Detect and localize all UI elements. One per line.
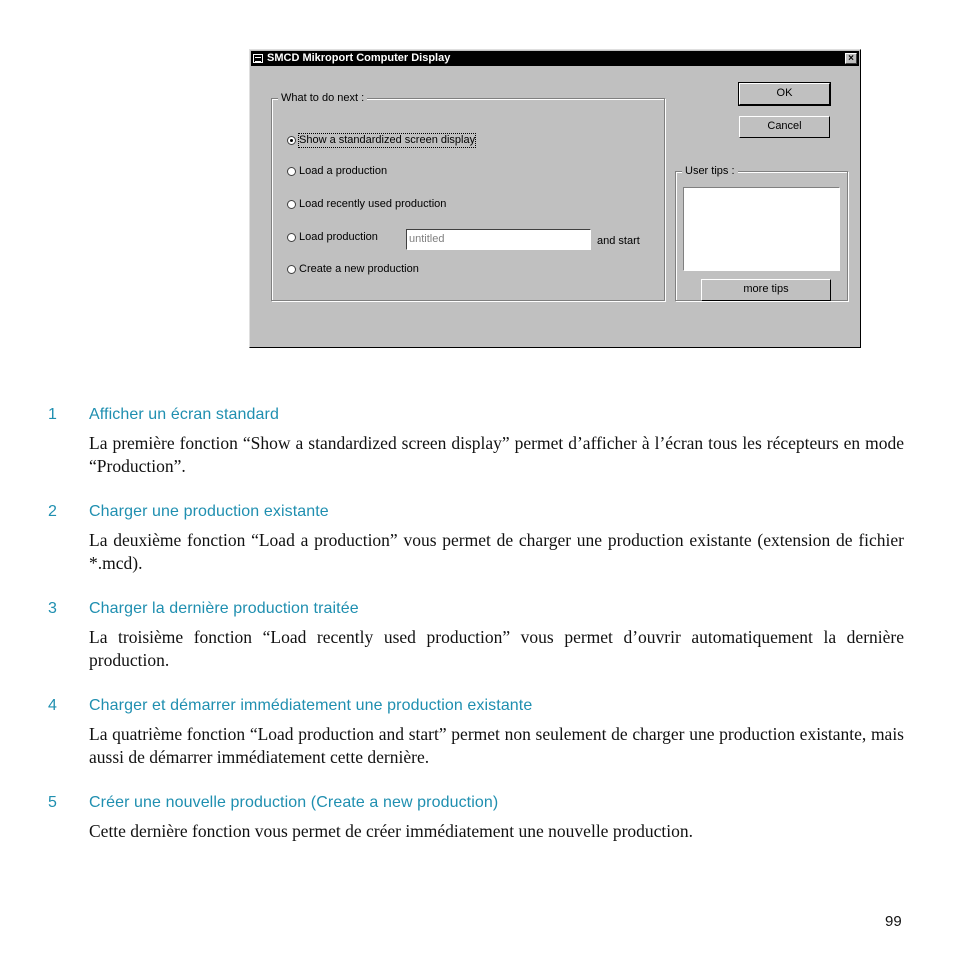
what-to-do-label: What to do next : [278,91,367,105]
section-number: 4 [48,697,57,714]
radio-icon[interactable] [287,167,296,176]
radio-icon[interactable] [287,265,296,274]
option-load-production[interactable] [287,165,387,178]
radio-selected-icon[interactable] [287,136,296,145]
dialog-title: SMCD Mikroport Computer Display [267,52,451,64]
option-create-new-production[interactable] [287,263,419,276]
option-label: Create a new production [299,263,419,275]
section-heading: Afficher un écran standard [89,406,279,423]
radio-icon[interactable] [287,200,296,209]
dialog-titlebar [251,51,859,66]
section-number: 5 [48,794,57,811]
section-text: La quatrième fonction “Load production and start” permet non seulement de charger une production existante, mais aussi de démarrer immédiatement cette dernière. [89,724,904,767]
user-tips-box [683,187,840,271]
section-heading: Créer une nouvelle production (Create a new production) [89,794,499,811]
more-tips-button[interactable]: more tips [701,279,831,301]
section-text: Cette dernière fonction vous permet de créer immédiatement une nouvelle production. [89,821,694,841]
section-text: La première fonction “Show a standardized screen display” permet d’afficher à l’écran tous les récepteurs en mode “Production”. [89,433,904,476]
section-text: La deuxième fonction “Load a production” vous permet de charger une production existante (extension de fichier *.mcd). [89,530,904,573]
close-icon[interactable]: × [845,53,857,64]
production-name-input[interactable]: untitled [406,229,591,250]
cancel-button[interactable]: Cancel [739,116,830,138]
user-tips-label: User tips : [682,164,738,178]
and-start-label: and start [597,235,640,247]
option-load-production-and-start[interactable] [287,231,378,244]
option-show-standard-display[interactable] [287,134,475,147]
section-heading: Charger une production existante [89,503,329,520]
option-label: Load a production [299,165,388,177]
option-label: Load recently used production [299,198,447,210]
option-label: Show a standardized screen display [299,134,476,146]
smcd-dialog-screenshot [249,49,861,348]
section-number: 1 [48,406,57,423]
section-number: 3 [48,600,57,617]
section-heading: Charger la dernière production traitée [89,600,359,617]
section-text: La troisième fonction “Load recently used production” vous permet d’ouvrir automatiquement la dernière production. [89,627,904,670]
section-heading: Charger et démarrer immédiatement une production existante [89,697,533,714]
option-load-recent-production[interactable] [287,198,446,211]
section-number: 2 [48,503,57,520]
app-window-icon [253,54,263,63]
radio-icon[interactable] [287,233,296,242]
ok-button[interactable]: OK [739,83,830,105]
option-label: Load production [299,231,378,243]
page-number: 99 [885,913,902,930]
